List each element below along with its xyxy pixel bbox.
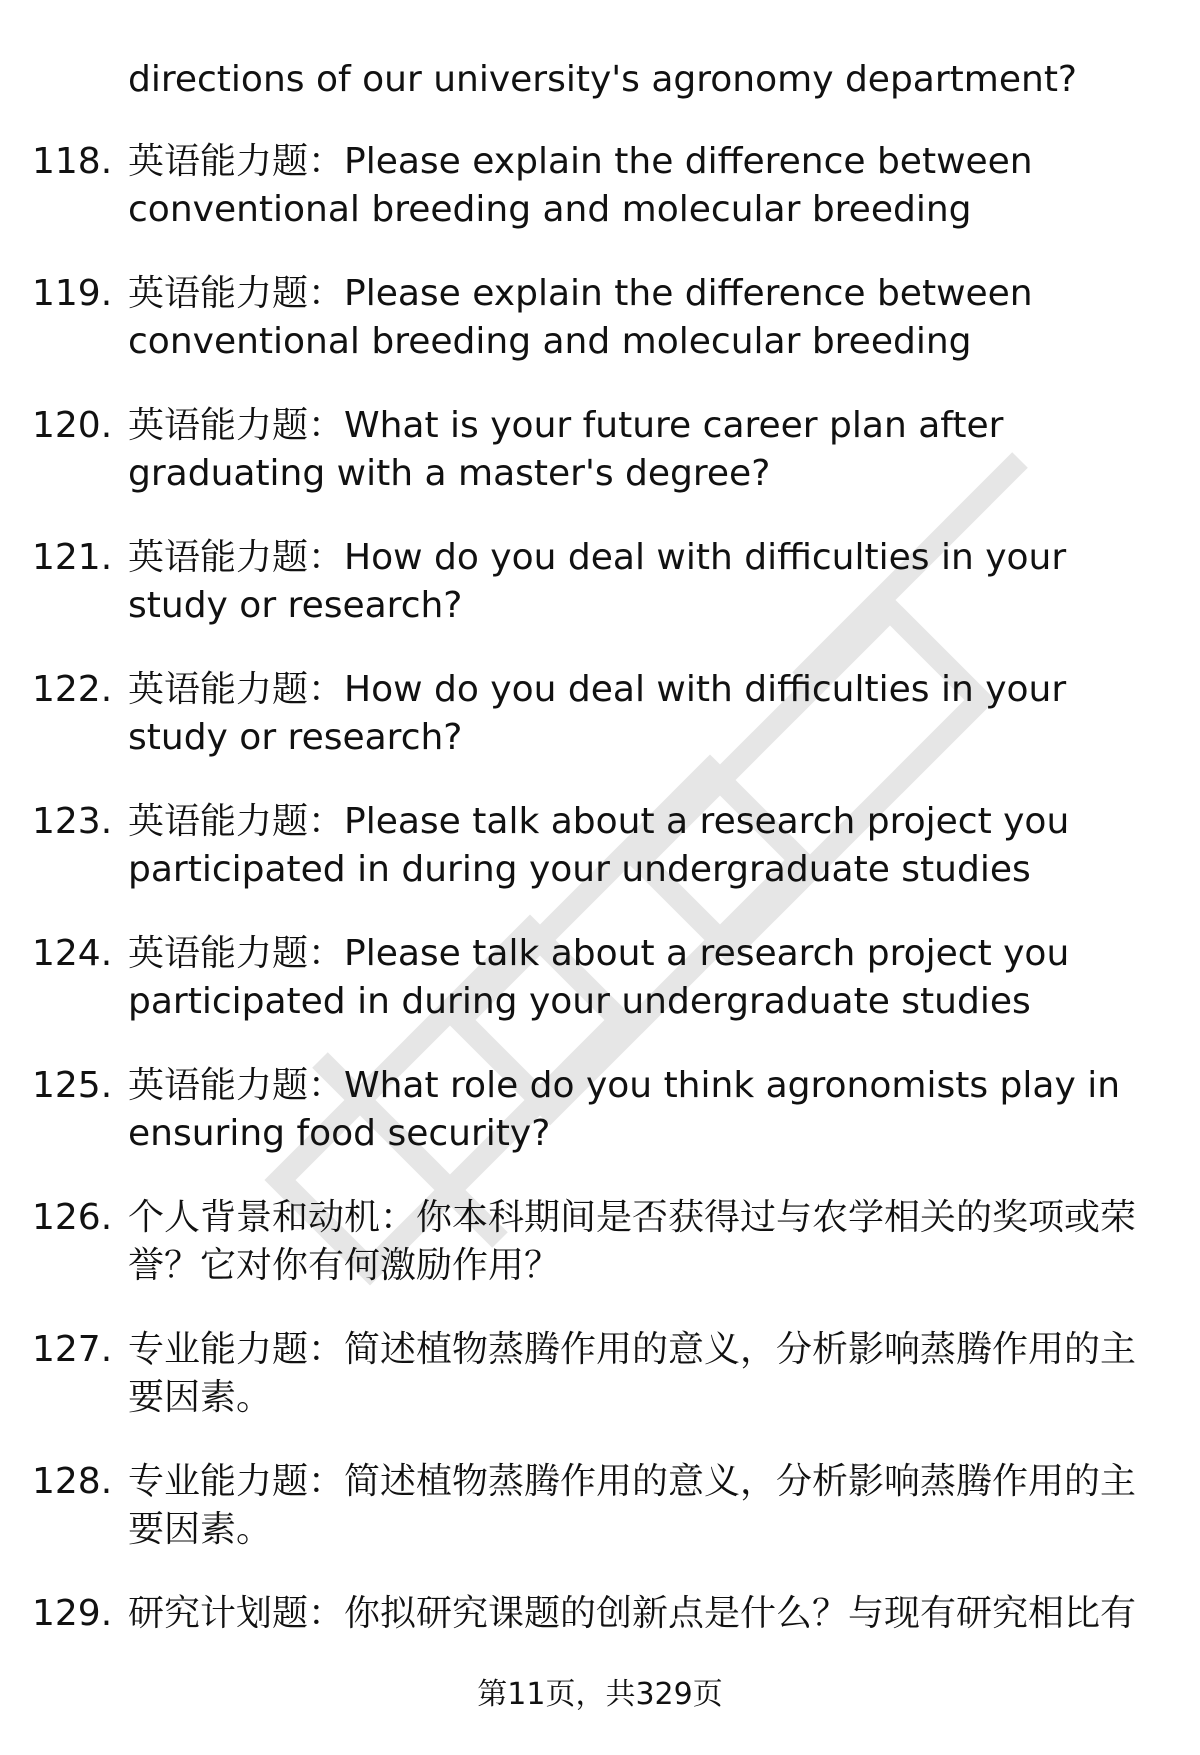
question-item (0, 138, 1200, 270)
question-list (0, 138, 1200, 1722)
question-number: 125. (32, 1065, 113, 1106)
question-text: 个人背景和动机：你本科期间是否获得过与农学相关的奖项或荣誉？它对你有何激励作用？ (128, 1197, 1137, 1286)
question-text: 英语能力题：What role do you think agronomists play in ensuring food security? (128, 1065, 1121, 1154)
question-number: 119. (32, 273, 113, 314)
question-number: 124. (32, 933, 113, 974)
question-text: 英语能力题：What is your future career plan after graduating with a master's degree? (128, 405, 1004, 494)
question-text: 英语能力题：Please explain the difference between conventional breeding and molecular breeding (128, 141, 1033, 230)
question-item (0, 402, 1200, 534)
question-number: 121. (32, 537, 113, 578)
question-text: 研究计划题：你拟研究课题的创新点是什么？与现有研究相比有 (128, 1593, 1137, 1634)
question-number: 128. (32, 1461, 113, 1502)
question-number: 127. (32, 1329, 113, 1370)
question-text: 英语能力题：How do you deal with difficulties in your study or research? (128, 537, 1067, 626)
question-number: 123. (32, 801, 113, 842)
question-text: 英语能力题：Please talk about a research project you participated in during your undergraduate studies (128, 801, 1070, 890)
question-text: 英语能力题：How do you deal with difficulties in your study or research? (128, 669, 1067, 758)
question-item (0, 666, 1200, 798)
question-text: 专业能力题：简述植物蒸腾作用的意义，分析影响蒸腾作用的主要因素。 (128, 1329, 1137, 1418)
question-item (0, 270, 1200, 402)
question-item (0, 930, 1200, 1062)
question-text: 英语能力题：Please talk about a research project you participated in during your undergraduate studies (128, 933, 1070, 1022)
question-number: 122. (32, 669, 113, 710)
question-item (0, 798, 1200, 930)
page-footer: 第11页，共329页 (477, 1677, 723, 1712)
question-item (0, 1194, 1200, 1326)
continuation-text: directions of our university's agronomy department? (128, 59, 1078, 100)
question-item (0, 1326, 1200, 1458)
question-number: 129. (32, 1593, 113, 1634)
question-item (0, 1458, 1200, 1590)
question-number: 126. (32, 1197, 113, 1238)
question-text: 英语能力题：Please explain the difference between conventional breeding and molecular breeding (128, 273, 1033, 362)
question-number: 118. (32, 141, 113, 182)
question-item (0, 534, 1200, 666)
question-item (0, 1062, 1200, 1194)
question-number: 120. (32, 405, 113, 446)
question-text: 专业能力题：简述植物蒸腾作用的意义，分析影响蒸腾作用的主要因素。 (128, 1461, 1137, 1550)
